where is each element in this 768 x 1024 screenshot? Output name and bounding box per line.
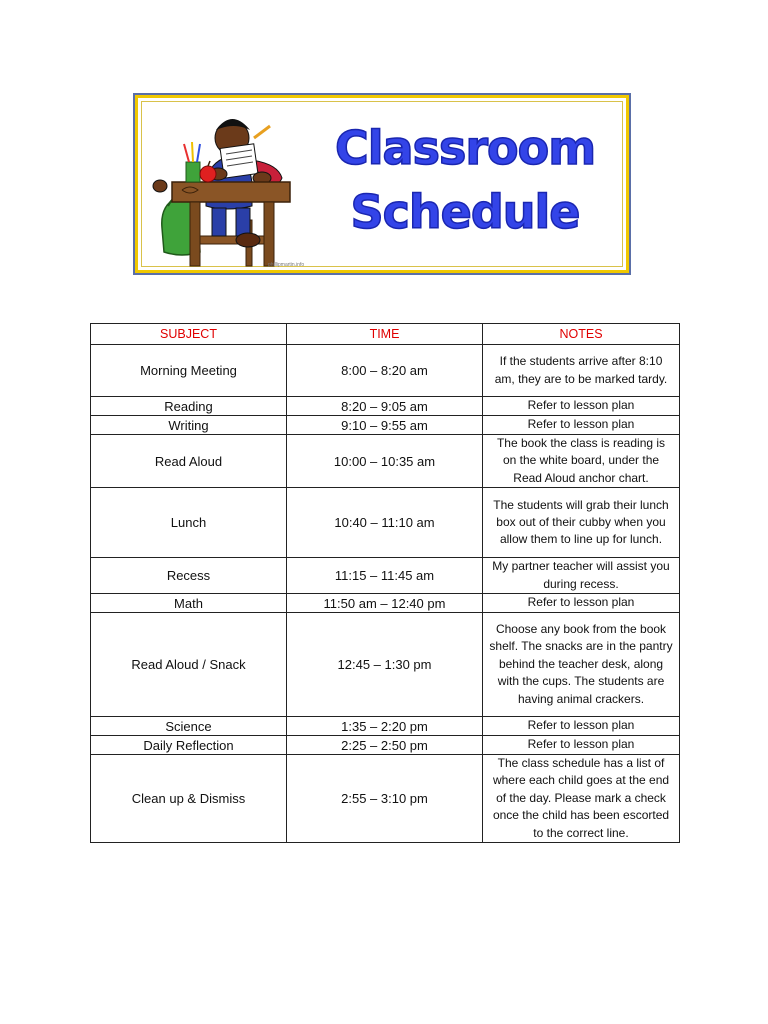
table-row — [91, 613, 680, 717]
cell-time: 10:00 – 10:35 am — [287, 435, 483, 488]
cell-time: 11:50 am – 12:40 pm — [287, 594, 483, 613]
cell-subject: Lunch — [91, 488, 287, 558]
clipart-credit: phillipmartin.info — [268, 262, 305, 268]
cell-time: 2:55 – 3:10 pm — [287, 755, 483, 843]
cell-notes: If the students arrive after 8:10 am, they are to be marked tardy. — [483, 345, 680, 397]
table-row — [91, 435, 680, 488]
cell-time: 8:20 – 9:05 am — [287, 397, 483, 416]
cell-notes: The class schedule has a list of where each child goes at the end of the day. Please mark a check once the child has been escorted to the correct line. — [483, 755, 680, 843]
cell-subject: Read Aloud — [91, 435, 287, 488]
cell-notes: Refer to lesson plan — [483, 594, 680, 613]
cell-notes: Choose any book from the book shelf. The snacks are in the pantry behind the teacher desk, along with the cups. The students are having animal crackers. — [483, 613, 680, 717]
title-line-2: Schedule — [350, 185, 580, 239]
table-row — [91, 488, 680, 558]
table-row — [91, 397, 680, 416]
title-line-1: Classroom — [335, 121, 596, 175]
table-row — [91, 345, 680, 397]
header-subject: SUBJECT — [91, 324, 287, 345]
cell-subject: Morning Meeting — [91, 345, 287, 397]
cell-subject: Reading — [91, 397, 287, 416]
table-row — [91, 558, 680, 594]
table-row — [91, 416, 680, 435]
cell-subject: Recess — [91, 558, 287, 594]
cell-notes: Refer to lesson plan — [483, 736, 680, 755]
schedule-banner — [135, 95, 629, 273]
cell-notes: My partner teacher will assist you during recess. — [483, 558, 680, 594]
header-notes: NOTES — [483, 324, 680, 345]
cell-subject: Science — [91, 717, 287, 736]
banner-title — [335, 116, 595, 244]
table-row — [91, 755, 680, 843]
cell-time: 10:40 – 11:10 am — [287, 488, 483, 558]
table-row — [91, 717, 680, 736]
cell-notes: Refer to lesson plan — [483, 717, 680, 736]
cell-subject: Daily Reflection — [91, 736, 287, 755]
cell-notes: The book the class is reading is on the white board, under the Read Aloud anchor chart. — [483, 435, 680, 488]
cell-notes: Refer to lesson plan — [483, 416, 680, 435]
cell-notes: Refer to lesson plan — [483, 397, 680, 416]
cell-time: 12:45 – 1:30 pm — [287, 613, 483, 717]
cell-notes: The students will grab their lunch box out of their cubby when you allow them to line up for lunch. — [483, 488, 680, 558]
header-time: TIME — [287, 324, 483, 345]
cell-time: 2:25 – 2:50 pm — [287, 736, 483, 755]
cell-time: 8:00 – 8:20 am — [287, 345, 483, 397]
cell-subject: Read Aloud / Snack — [91, 613, 287, 717]
table-row — [91, 594, 680, 613]
cell-time: 11:15 – 11:45 am — [287, 558, 483, 594]
cell-subject: Math — [91, 594, 287, 613]
cell-subject: Writing — [91, 416, 287, 435]
cell-time: 1:35 – 2:20 pm — [287, 717, 483, 736]
student-at-desk-clipart — [152, 108, 305, 268]
table-row — [91, 736, 680, 755]
table-header-row — [91, 324, 680, 345]
cell-time: 9:10 – 9:55 am — [287, 416, 483, 435]
cell-subject: Clean up & Dismiss — [91, 755, 287, 843]
schedule-table — [90, 323, 680, 843]
